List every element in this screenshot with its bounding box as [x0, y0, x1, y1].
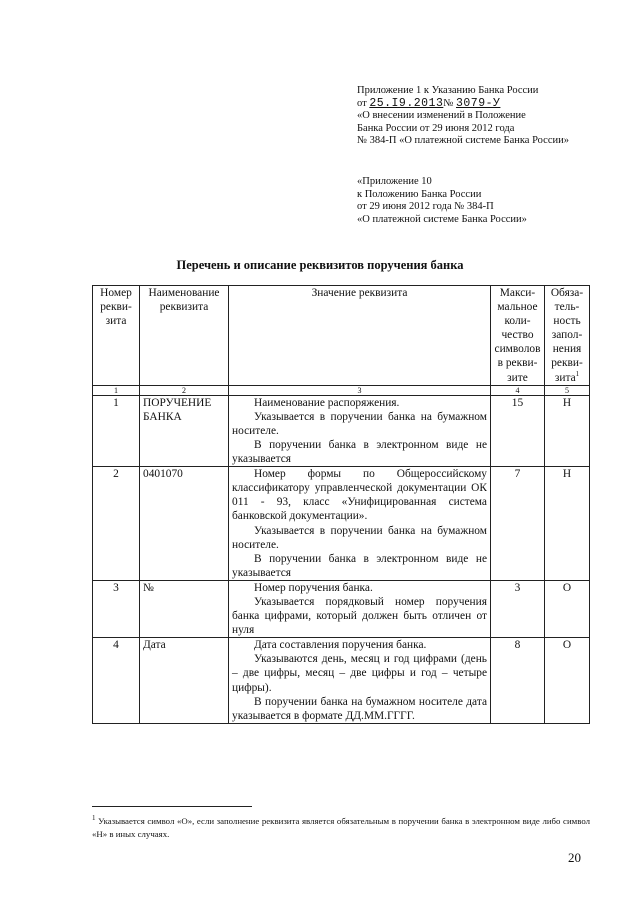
row-value: Номер формы по Общероссийскому классификатору управленческой документации ОК 011 - 93, класс «Унифицированная система банковской документации». Указывается в поручении банка на бумажном носителе. В поручении банка в электронном виде не указывается: [229, 467, 491, 581]
row-required: О: [545, 638, 590, 724]
document-title: Перечень и описание реквизитов поручения банка: [176, 258, 464, 272]
column-number: 5: [545, 385, 590, 395]
footnote-marker: 1: [92, 814, 96, 822]
column-number: 3: [229, 385, 491, 395]
appendix10-line-3: от 29 июня 2012 года № 384-П: [357, 201, 494, 213]
appendix-line-date: [357, 98, 569, 111]
row-max-symbols: 3: [491, 580, 545, 637]
column-number: 4: [491, 385, 545, 395]
footnote: [92, 812, 590, 841]
row-value: Номер поручения банка. Указывается порядковый номер поручения банка цифрами, который должен быть отличен от нуля: [229, 580, 491, 637]
header-max-symbols: Макси- мальное коли- чество символов в рекви- зите: [491, 286, 545, 386]
appendix10-note: [357, 176, 527, 226]
page-number: 20: [568, 850, 581, 865]
column-number: 2: [140, 385, 229, 395]
row-name: Дата: [140, 638, 229, 724]
appendix-note: [357, 85, 569, 148]
row-max-symbols: 7: [491, 467, 545, 581]
requisites-table: [92, 285, 590, 724]
row-max-symbols: 15: [491, 395, 545, 466]
row-number: 4: [93, 638, 140, 724]
footnote-ref: 1: [575, 369, 580, 378]
footnote-divider: [92, 806, 252, 807]
footnote-text: Указывается символ «О», если заполнение реквизита является обязательным в поручении банка в электронном виде либо символ «Н» в иных случаях.: [92, 815, 590, 839]
header-name: Наименование реквизита: [140, 286, 229, 386]
row-name: №: [140, 580, 229, 637]
table-row: [93, 580, 590, 637]
header-value: Значение реквизита: [229, 286, 491, 386]
row-required: О: [545, 580, 590, 637]
table-row: [93, 395, 590, 466]
row-value: Наименование распоряжения. Указывается в поручении банка на бумажном носителе. В поручении банка в электронном виде не указывается: [229, 395, 491, 466]
date-prefix: от: [357, 97, 367, 109]
table-row: [93, 638, 590, 724]
row-name: ПОРУЧЕНИЕ БАНКА: [140, 395, 229, 466]
table-header-row: [93, 286, 590, 386]
column-number: 1: [93, 385, 140, 395]
appendix-line-3: «О внесении изменений в Положение: [357, 110, 526, 122]
header-number: Номер рекви- зита: [93, 286, 140, 386]
header-required: Обяза- тель- ность запол- нения рекви- зита$^1$: [545, 286, 590, 386]
row-name: 0401070: [140, 467, 229, 581]
number-prefix: №: [443, 97, 454, 109]
appendix-line-1: Приложение 1 к Указанию Банка России: [357, 85, 539, 96]
row-value: Дата составления поручения банка. Указываются день, месяц и год цифрами (день – две цифры, месяц – две цифры и год – четыре цифры). В поручении банка на бумажном носителе дата указывается в формате ДД.ММ.ГГГГ.: [229, 638, 491, 724]
row-required: Н: [545, 395, 590, 466]
appendix10-line-1: «Приложение 10: [357, 176, 432, 187]
column-number-row: [93, 385, 590, 395]
handwritten-number: 3079-У: [456, 96, 501, 110]
handwritten-date: 25.I9.2013: [369, 96, 444, 110]
table-row: [93, 467, 590, 581]
row-number: 2: [93, 467, 140, 581]
appendix10-line-2: к Положению Банка России: [357, 188, 482, 200]
appendix10-line-4: «О платежной системе Банка России»: [357, 213, 527, 225]
row-required: Н: [545, 467, 590, 581]
appendix-line-4: Банка России от 29 июня 2012 года: [357, 122, 515, 134]
appendix-line-5: № 384-П «О платежной системе Банка России»: [357, 135, 569, 147]
row-max-symbols: 8: [491, 638, 545, 724]
row-number: 3: [93, 580, 140, 637]
row-number: 1: [93, 395, 140, 466]
